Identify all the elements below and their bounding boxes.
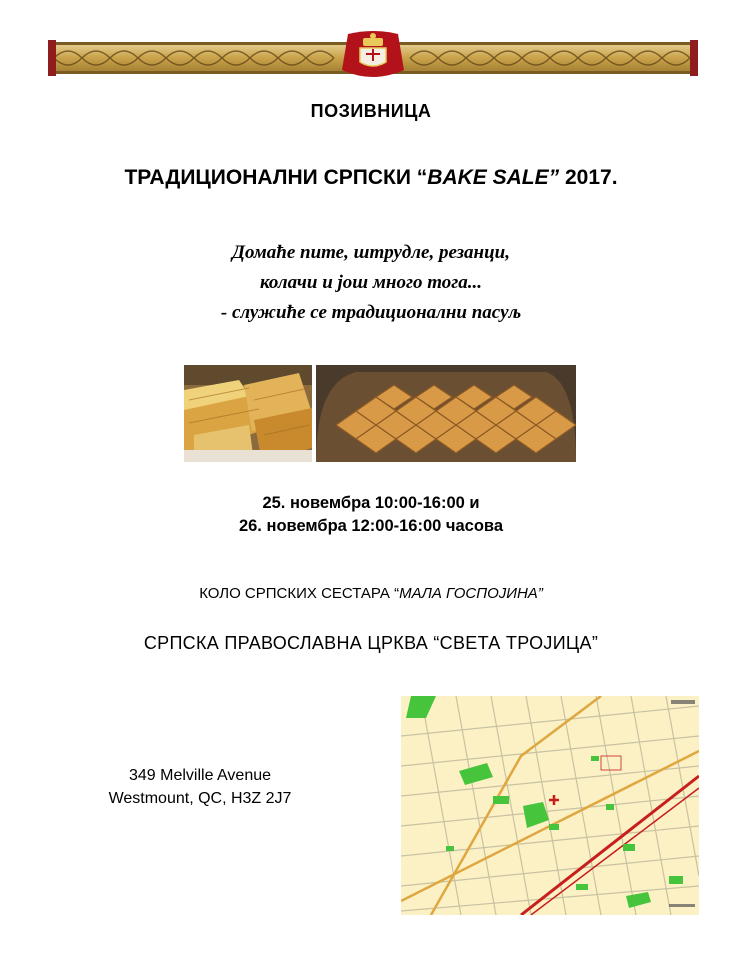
- ornamental-banner: [48, 30, 698, 82]
- description-line-2: колачи и још много тога...: [259, 272, 483, 293]
- address-city: Westmount, QC, H3Z 2J7: [108, 790, 292, 807]
- invitation-heading: ПОЗИВНИЦА: [310, 101, 432, 121]
- baklava-photo: [316, 365, 576, 462]
- event-title-suffix: 2017.: [559, 166, 618, 189]
- organizer-name: МАЛА ГОСПОЈИНА”: [399, 585, 543, 602]
- serbian-church-crest-icon: [342, 31, 404, 77]
- event-title-emphasis: BAKE SALE”: [427, 166, 560, 189]
- schedule-day-2: 26. новембра 12:00-16:00 часова: [238, 517, 504, 535]
- organizer-prefix: КОЛО СРПСКИХ СЕСТАРА “: [199, 585, 400, 602]
- event-title: [0, 166, 742, 190]
- description-line-1: Домаће пите, штрудле, резанци,: [232, 242, 510, 263]
- address-street: 349 Melville Avenue: [128, 767, 272, 784]
- organizer-line: [0, 585, 742, 602]
- church-name: СРПСКА ПРАВОСЛАВНА ЦРКВА “СВЕТА ТРОЈИЦА”: [143, 633, 599, 653]
- strudel-photo: [184, 365, 312, 462]
- schedule-day-1: 25. новембра 10:00-16:00 и: [262, 494, 480, 512]
- description-line-3: - служиће се традиционални пасуљ: [220, 302, 522, 323]
- location-map: [401, 696, 699, 915]
- event-title-prefix: ТРАДИЦИОНАЛНИ СРПСКИ “: [124, 166, 428, 189]
